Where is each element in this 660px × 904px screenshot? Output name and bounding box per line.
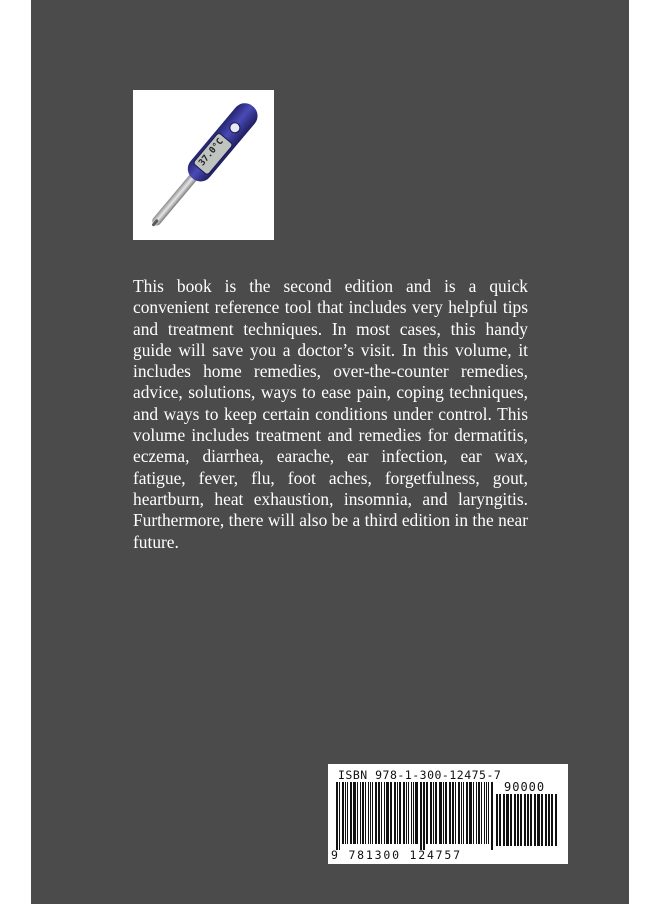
barcode-bar [481,782,482,844]
barcode-bar [408,782,409,844]
barcode-bar [357,782,358,844]
barcode-bar [339,782,340,850]
barcode-bar [360,782,361,844]
barcode-bar [534,794,536,846]
barcode-bar [336,782,338,850]
thermometer-illustration [133,90,274,240]
barcode-bar [370,782,371,844]
barcode-bar [488,782,489,844]
barcode-bar [527,794,529,846]
barcode-bar [433,782,434,844]
barcode-bar [397,782,398,844]
barcode-bar [426,782,428,844]
ean13-bars [336,782,496,850]
barcode-bar [548,794,550,846]
barcode-bar [420,782,422,850]
barcode-bar [403,782,405,844]
barcode-bar [342,782,344,844]
barcode-bar [496,794,498,846]
barcode-bar [394,782,396,844]
barcode-bar [499,794,501,846]
barcode-bar [449,782,451,844]
barcode-bar [520,794,522,846]
barcode-bar [537,794,540,846]
barcode-bar [530,794,532,846]
barcode-bar [384,782,385,844]
barcode-bar [545,794,547,846]
barcode-bar [491,782,493,850]
barcode-bar [551,794,553,846]
barcode-bar [510,794,512,846]
barcode-bar [461,782,462,844]
price-code: 90000 [504,780,546,794]
barcode-bar [506,794,509,846]
barcode-bar [469,782,472,844]
barcode-bar [455,782,456,844]
barcode-bar [372,782,373,844]
thermometer-reading: 37.0°C [197,136,226,169]
price-addon-bars [496,794,560,846]
barcode-bar [555,794,557,846]
barcode-bar [466,782,468,844]
isbn-label: ISBN 978-1-300-12475-7 [338,768,502,782]
barcode-bar [476,782,477,844]
barcode-bar [473,782,474,844]
barcode-bar [514,794,516,846]
barcode-bar [423,782,425,850]
barcode-bar [435,782,437,844]
barcode-bar [415,782,418,844]
barcode-bar [375,782,377,844]
barcode-bar [439,782,442,844]
barcode-bar [478,782,480,844]
barcode-bar [484,782,485,844]
barcode-bar [350,782,352,844]
barcode-bar [399,782,401,844]
barcode-bar [524,794,526,846]
barcode-bar [378,782,380,844]
barcode-bar [345,782,346,844]
barcode-bar [463,782,464,844]
barcode-bar [486,782,487,844]
barcode-bar [347,782,348,844]
barcode-bar [411,782,412,844]
barcode-bar [517,794,519,846]
barcode-bar [386,782,389,844]
ean-digits: 9 781300 124757 [331,848,462,862]
barcode-bar [541,794,543,846]
barcode-bar [353,782,356,844]
barcode-bar [503,794,505,846]
barcode-bar [443,782,444,844]
barcode-bar [368,782,369,844]
barcode-bar [390,782,392,844]
thermometer-photo [133,90,274,240]
barcode-bar [365,782,366,844]
barcode-bar [452,782,454,844]
barcode-bar [406,782,407,844]
barcode-bar [362,782,364,844]
isbn-barcode [328,764,568,864]
barcode-bar [430,782,432,844]
barcode-bar [413,782,414,844]
barcode-bar [381,782,382,844]
barcode-bar [458,782,460,844]
book-description: This book is the second edition and is a quick convenient reference tool that includes very helpful tips and treatment techniques. In most cases, this handy guide will save you a doctor’s visit. In this volume, it includes home remedies, over-the-counter remedies, advice, solutions, ways to ease pain, coping techniques, and ways to keep certain conditions under control. This volume includes treatment and remedies for dermatitis, eczema, diarrhea, earache, ear infection, ear wax, fatigue, fever, flu, foot aches, forgetfulness, gout, heartburn, heat exhaustion, insomnia, and laryngitis. Furthermore, there will also be a third edition in the near future. [133,276,528,552]
barcode-bar [445,782,447,844]
